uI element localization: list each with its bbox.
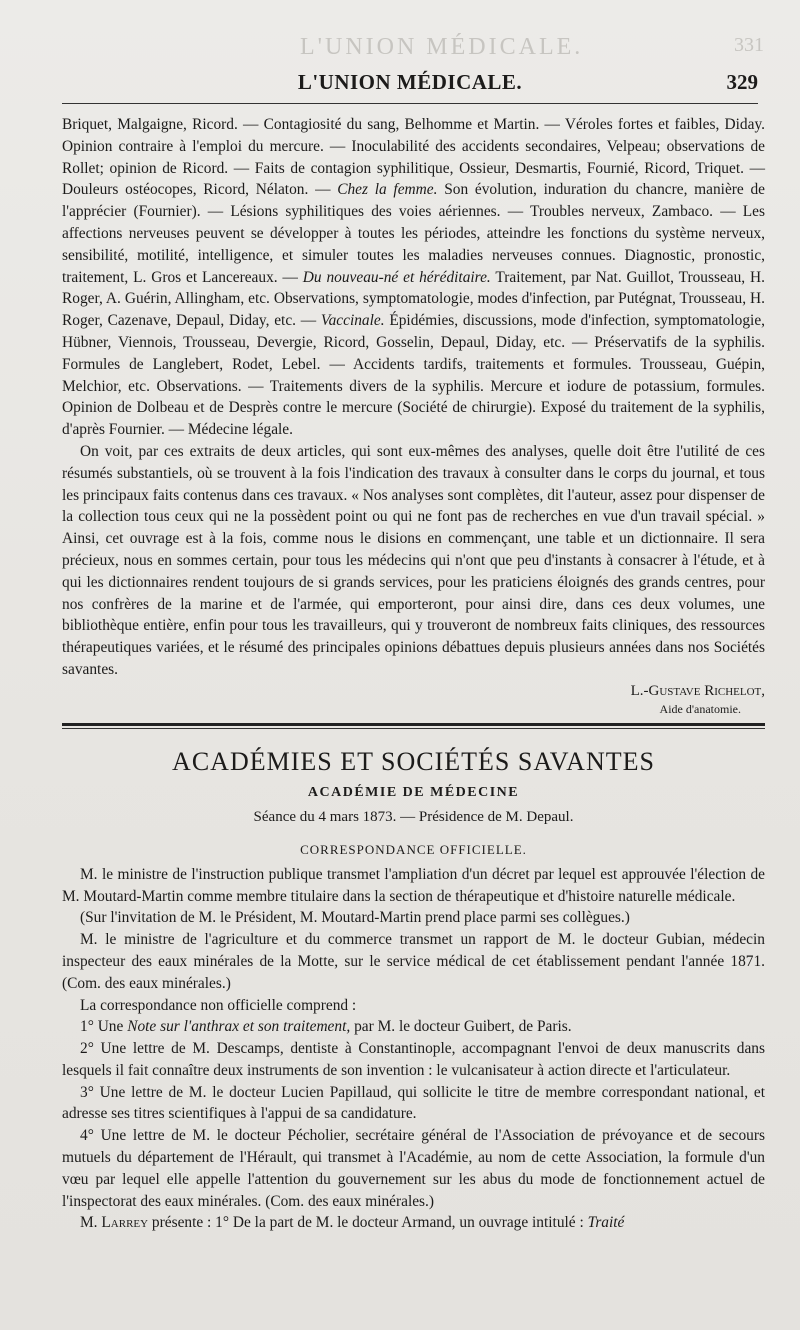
larrey-prefix: M.	[80, 1214, 102, 1232]
author-name: L.-Gustave Richelot,	[630, 682, 765, 699]
journal-title: L'UNION MÉDICALE.	[297, 70, 523, 94]
academy-subtitle: ACADÉMIE DE MÉDECINE	[307, 784, 520, 800]
review-paragraph-2: On voit, par ces extraits de deux articles, qui sont eux-mêmes des analyses, quelle doit être l'utilité de ces résumés substantiels, où se trouvent à la fois l'indication des travaux à consulter dans le corps du journal, et tous les principaux faits contenus dans ces travaux. « Nos analyses sont complètes, dit l'auteur, assez pour dispenser de la collection tous ceux qui ne la possèdent point ou qui ne font pas de recherches en vue d'un travail spécial. » Ainsi, cet ouvrage est à la fois, comme nous le disions en commençant, une table et un dictionnaire. Il sera précieux, nous en sommes certain, pour tous les médecins qui n'ont que peu d'instants à consacrer à l'étude, et à qui les dictionnaires rendent toujours de si grands services, pour les praticiens éloignés des grands centres, pour nos confrères de la marine et de l'armée, qui emporteront, pour ainsi dire, dans ces deux volumes, une bibliothèque entière, enfin pour tous les travailleurs, qui y trouveront de nombreux faits cliniques, des ressources thérapeutiques variées, et le résumé des principales opinions débattues depuis plusieurs années dans nos Sociétés savantes.	[62, 442, 765, 678]
review-paragraph-1	[62, 114, 765, 441]
larrey-paragraph	[62, 1212, 765, 1234]
correspondence-item-4: 4° Une lettre de M. le docteur Pécholier, secrétaire général de l'Association de prévoyance et de secours mutuels du département de l'Hérault, qui transmet à l'Académie, au nom de cette Association, la formule d'un vœu par lequel elle appelle l'attention du gouvernement sur les abus du mode de fonctionnement actuel de l'inspectorat des eaux minérales. (Com. des eaux minérales.)	[62, 1127, 765, 1210]
larrey-text: présente : 1° De la part de M. le docteur Armand, un ouvrage intitulé :	[148, 1214, 588, 1232]
review-run: Briquet, Malgaigne, Ricord. — Contagiosité du sang, Belhomme et Martin. — Véroles fortes et faibles, Diday. Opinion contraire à l'emploi du mercure. — Inoculabilité des accidents secondaires, Velpeau; observations de Rollet; opinion de Ricord. — Faits de contagion syphilitique, Ossieur, Desmartis, Fournié, Ricord, Triquet. — Douleurs ostéocopes, Ricord, Nélaton. —	[62, 116, 765, 199]
review-run: Chez la femme.	[337, 181, 438, 199]
review-run: Traitement, par Nat. Guillot, Trousseau, H. Roger, A. Guérin, Allingham, etc. Observations, symptomatologie, modes d'infection, par Putégnat, Trousseau, H. Roger, Cazenave, Depaul, Diday, etc. —	[62, 268, 765, 330]
larrey-title: Traité	[587, 1214, 625, 1232]
academy-paragraph-1: M. le ministre de l'instruction publique transmet l'ampliation d'un décret par lequel est approuvée l'élection de M. Moutard-Martin comme membre titulaire dans la section de thérapeutique et d'histoire naturelle médicale.	[62, 865, 765, 905]
review-run: Vaccinale.	[320, 312, 385, 330]
review-run: Son évolution, induration du chancre, manière de l'apprécier (Fournier). — Lésions syphilitiques des voies aériennes. — Troubles nerveux, Zambaco. — Les affections nerveuses peuvent se développer à toutes les périodes, atteindre les fonctions du système nerveux, sensibilité, motilité, intelligence, et simuler toutes les maladies nerveuses connues. Diagnostic, pronostic, traitement, L. Gros et Lancereaux. —	[62, 181, 765, 286]
item-1-title: Note sur l'anthrax et son traitement,	[127, 1018, 351, 1036]
academy-paragraph-3: M. le ministre de l'agriculture et du commerce transmet un rapport de M. le docteur Gubian, médecin inspecteur des eaux minérales de la Motte, sur le service médical de cet établissement pendant l'année 1871. (Com. des eaux minérales.)	[62, 931, 765, 992]
item-1-suffix: par M. le docteur Guibert, de Paris.	[350, 1018, 572, 1036]
review-run: Épidémies, discussions, mode d'infection, symptomatologie, Hübner, Viennois, Trousseau, Devergie, Ricord, Gosselin, Depaul, Diday, etc. — Préservatifs de la syphilis. Formules de Langlebert, Rodet, Lebel. — Accidents tardifs, traitements et formules. Trousseau, Guépin, Melchior, etc. Observations. — Traitements divers de la syphilis. Mercure et iodure de potassium, formules. Opinion de Dolbeau et de Desprès contre le mercure (Société de chirurgie). Exposé du traitement de la syphilis, d'après Fournier. — Médecine légale.	[62, 312, 765, 439]
correspondence-item-3: 3° Une lettre de M. le docteur Lucien Papillaud, qui sollicite le titre de membre correspondant national, et adresse ses titres scientifiques à l'appui de sa candidature.	[62, 1083, 765, 1123]
running-header	[62, 70, 758, 100]
header-rule	[62, 103, 758, 104]
correspondence-item-2: 2° Une lettre de M. Descamps, dentiste à Constantinople, accompagnant l'envoi de deux manuscrits dans lesquels il fait connaître deux instruments de son invention : le vulcanisateur à action directe et l'articulateur.	[62, 1040, 765, 1079]
page-number: 329	[726, 70, 758, 94]
author-role: Aide d'anatomie.	[659, 701, 741, 716]
author-signature	[62, 681, 765, 701]
correspondence-heading: CORRESPONDANCE OFFICIELLE.	[300, 841, 527, 857]
larrey-name: Larrey	[101, 1214, 149, 1232]
section-rule-thick	[62, 723, 765, 726]
section-title: ACADÉMIES ET SOCIÉTÉS SAVANTES	[172, 746, 655, 776]
review-run: Du nouveau-né et héréditaire.	[302, 268, 491, 286]
item-1-prefix: 1° Une	[80, 1018, 128, 1036]
bleed-through-title: L'UNION MÉDICALE.	[300, 34, 584, 60]
bleed-through-page-number: 331	[734, 34, 764, 56]
session-line: Séance du 4 mars 1873. — Présidence de M. Depaul.	[253, 808, 574, 825]
section-rule-thin	[62, 728, 765, 729]
academy-paragraph-4: La correspondance non officielle comprend :	[80, 996, 357, 1014]
correspondence-item-1	[62, 1016, 765, 1038]
academy-paragraph-2: (Sur l'invitation de M. le Président, M. Moutard-Martin prend place parmi ses collègues.)	[80, 909, 630, 927]
article-review	[62, 114, 765, 1234]
